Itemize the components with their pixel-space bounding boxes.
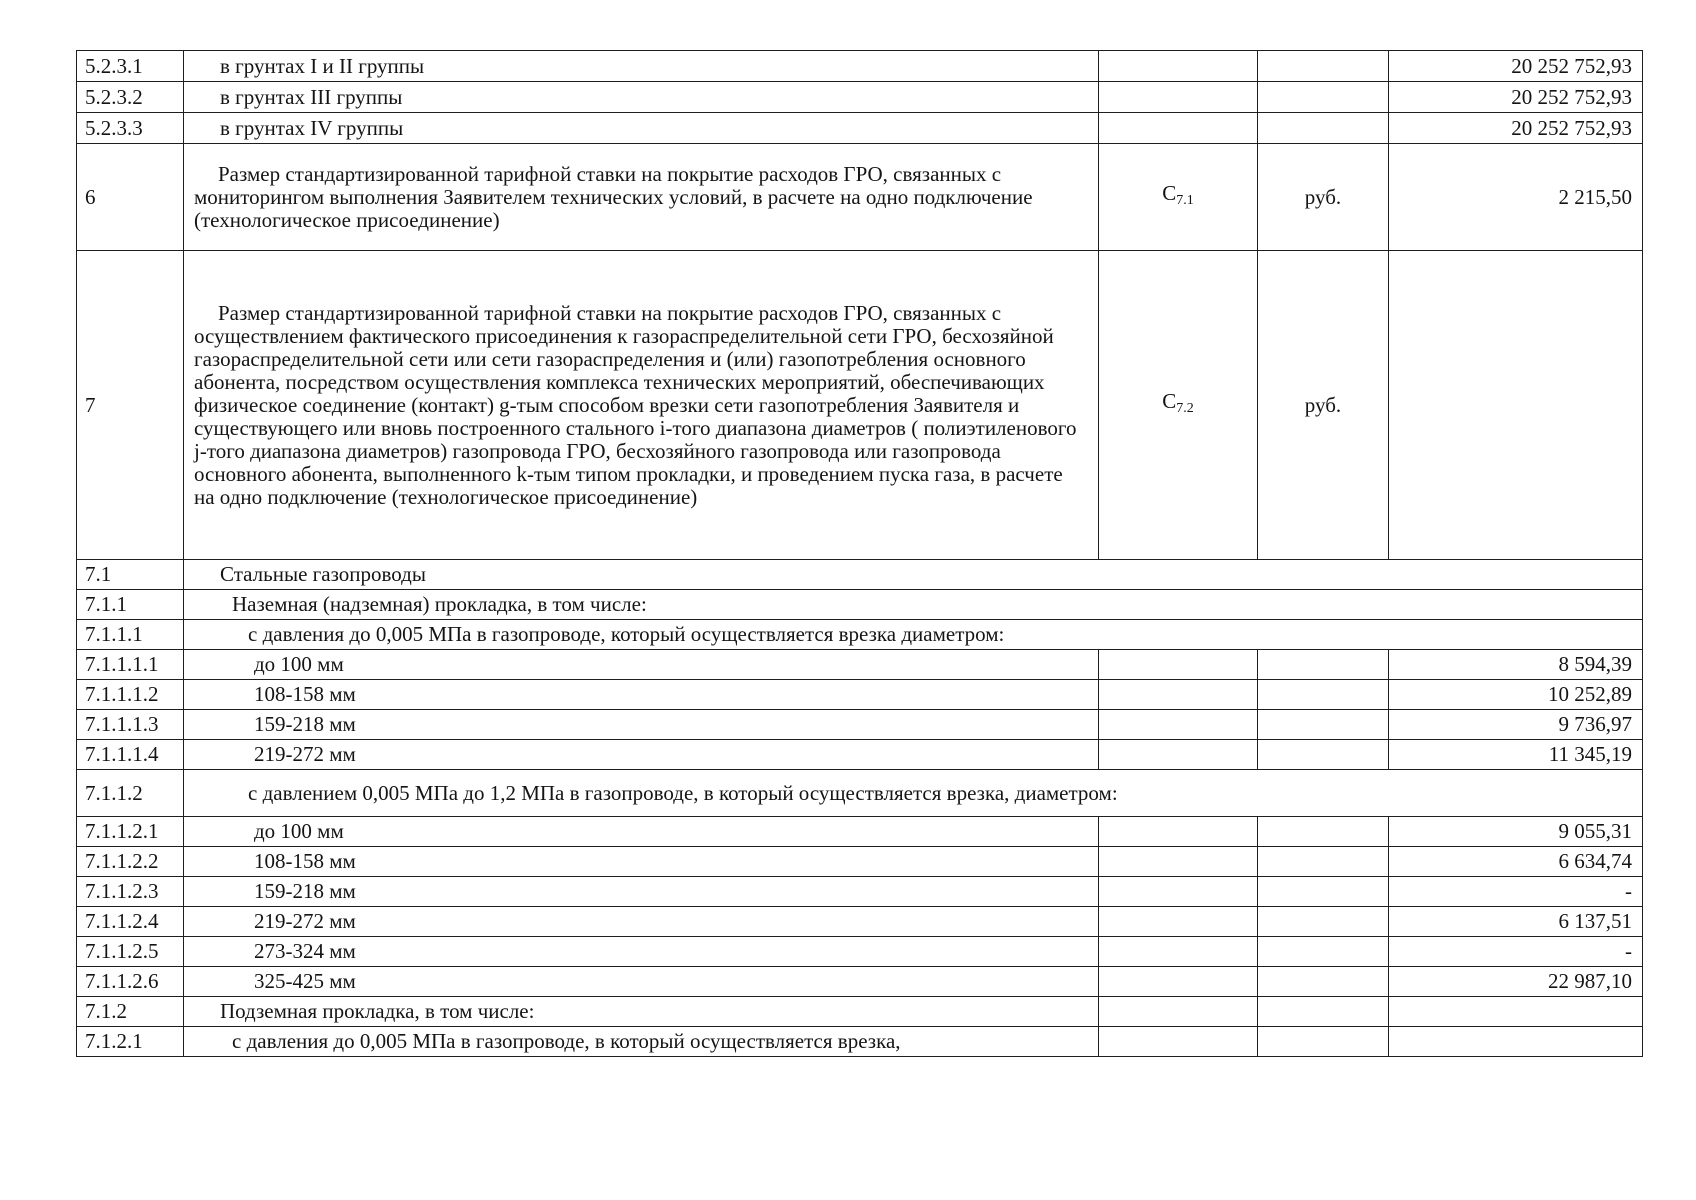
row-number: 7.1.1.1.4 [77, 740, 184, 770]
row-number: 7.1.1.1.2 [77, 680, 184, 710]
row-value: 8 594,39 [1389, 650, 1643, 680]
row-unit-cell [1258, 650, 1389, 680]
row-value: 20 252 752,93 [1389, 82, 1643, 113]
table-row [77, 251, 1643, 560]
row-code-cell [1099, 1027, 1258, 1057]
row-code-cell [1099, 650, 1258, 680]
row-code-cell [1099, 967, 1258, 997]
table-row [77, 847, 1643, 877]
row-code-cell [1099, 817, 1258, 847]
row-unit: руб. [1258, 144, 1389, 251]
row-number: 7.1.2 [77, 997, 184, 1027]
row-label: 108-158 мм [184, 847, 1099, 877]
row-number: 5.2.3.3 [77, 113, 184, 144]
row-label: в грунтах III группы [184, 82, 1099, 113]
row-number: 7.1.1.2.5 [77, 937, 184, 967]
table-row [77, 710, 1643, 740]
row-unit-cell [1258, 1027, 1389, 1057]
row-unit-cell [1258, 710, 1389, 740]
row-value: 2 215,50 [1389, 144, 1643, 251]
row-code-cell [1099, 82, 1258, 113]
row-number: 7.1.1.2.2 [77, 847, 184, 877]
row-value: 22 987,10 [1389, 967, 1643, 997]
row-value: 9 055,31 [1389, 817, 1643, 847]
row-unit-cell [1258, 113, 1389, 144]
row-code-cell [1099, 740, 1258, 770]
row-value: 6 137,51 [1389, 907, 1643, 937]
row-code-cell [1099, 113, 1258, 144]
row-unit-cell [1258, 680, 1389, 710]
table-row [77, 82, 1643, 113]
table-row [77, 51, 1643, 82]
row-label: до 100 мм [184, 650, 1099, 680]
row-value: 20 252 752,93 [1389, 51, 1643, 82]
row-value: 6 634,74 [1389, 847, 1643, 877]
table-row [77, 650, 1643, 680]
row-unit: руб. [1258, 251, 1389, 560]
table-row [77, 560, 1643, 590]
code-subscript: 7.2 [1176, 401, 1194, 416]
row-number: 7.1.1.2.4 [77, 907, 184, 937]
row-unit-cell [1258, 51, 1389, 82]
row-number: 5.2.3.2 [77, 82, 184, 113]
table-row [77, 1027, 1643, 1057]
row-number: 5.2.3.1 [77, 51, 184, 82]
row-unit-cell [1258, 997, 1389, 1027]
row-value: 10 252,89 [1389, 680, 1643, 710]
row-number: 7.1.1 [77, 590, 184, 620]
row-code-cell [1099, 907, 1258, 937]
code-symbol: С [1162, 389, 1177, 413]
row-label: в грунтах IV группы [184, 113, 1099, 144]
code-symbol: С [1162, 181, 1177, 205]
row-unit-cell [1258, 907, 1389, 937]
row-description [184, 251, 1099, 560]
row-number: 7.1.1.2.6 [77, 967, 184, 997]
row-label: Наземная (надземная) прокладка, в том числе: [184, 590, 1643, 620]
row-label: с давления до 0,005 МПа в газопроводе, который осуществляется врезка диаметром: [184, 620, 1643, 650]
row-label: с давления до 0,005 МПа в газопроводе, в который осуществляется врезка, [184, 1027, 1099, 1057]
tariff-table [76, 50, 1643, 1057]
row-label: 108-158 мм [184, 680, 1099, 710]
row-unit-cell [1258, 937, 1389, 967]
row-number: 7.1.1.2 [77, 770, 184, 817]
table-row [77, 144, 1643, 251]
row-code [1099, 144, 1258, 251]
table-row [77, 680, 1643, 710]
table-row [77, 770, 1643, 817]
row-number: 7.1.1.2.3 [77, 877, 184, 907]
row-label: 219-272 мм [184, 907, 1099, 937]
row-label: 325-425 мм [184, 967, 1099, 997]
row-label: 273-324 мм [184, 937, 1099, 967]
row-number: 7.1.2.1 [77, 1027, 184, 1057]
row-unit-cell [1258, 847, 1389, 877]
row-value [1389, 251, 1643, 560]
row-value-cell [1389, 1027, 1643, 1057]
row-label: Подземная прокладка, в том числе: [184, 997, 1099, 1027]
row-number: 7.1.1.1 [77, 620, 184, 650]
row-label: 219-272 мм [184, 740, 1099, 770]
row-label: с давлением 0,005 МПа до 1,2 МПа в газопроводе, в который осуществляется врезка, диаметром: [184, 770, 1643, 817]
row-code-cell [1099, 847, 1258, 877]
table-row [77, 590, 1643, 620]
table-row [77, 740, 1643, 770]
row-code [1099, 251, 1258, 560]
row-number: 7 [77, 251, 184, 560]
table-row [77, 907, 1643, 937]
row-number: 7.1.1.1.1 [77, 650, 184, 680]
row-unit-cell [1258, 877, 1389, 907]
row-value-cell [1389, 997, 1643, 1027]
table-row [77, 997, 1643, 1027]
row-code-cell [1099, 680, 1258, 710]
row-number: 7.1.1.1.3 [77, 710, 184, 740]
row-number: 7.1 [77, 560, 184, 590]
row-description [184, 144, 1099, 251]
table-row [77, 967, 1643, 997]
row-label: Стальные газопроводы [184, 560, 1643, 590]
row-value: 9 736,97 [1389, 710, 1643, 740]
row-unit-cell [1258, 817, 1389, 847]
row-label: 159-218 мм [184, 877, 1099, 907]
table-row [77, 113, 1643, 144]
row-unit-cell [1258, 967, 1389, 997]
table-row [77, 877, 1643, 907]
row-code-cell [1099, 997, 1258, 1027]
row-code-cell [1099, 51, 1258, 82]
table-row [77, 937, 1643, 967]
row-number: 7.1.1.2.1 [77, 817, 184, 847]
code-subscript: 7.1 [1176, 193, 1194, 208]
row-description-text: Размер стандартизированной тарифной ставки на покрытие расходов ГРО, связанных с осуществлением фактического присоединения к газораспределительной сети ГРО, бесхозяйной газораспределительной сети или сети газораспределения и (или) газопотребления основного абонента, посредством осуществления комплекса технических мероприятий, обеспечивающих физическое соединение (контакт) g-тым способом врезки сети газопотребления Заявителя и существующего или вновь построенного стального i-того диапазона диаметров ( полиэтиленового j-того диапазона диаметров) газопровода ГРО, бесхозяйного газопровода или газопровода основного абонента, выполненного k-тым типом прокладки, и проведением пуска газа, в расчете на одно подключение (технологическое присоединение) [194, 300, 1077, 509]
row-code-cell [1099, 937, 1258, 967]
row-value: 20 252 752,93 [1389, 113, 1643, 144]
row-value: - [1389, 937, 1643, 967]
row-code-cell [1099, 877, 1258, 907]
row-label: в грунтах I и II группы [184, 51, 1099, 82]
table-row [77, 620, 1643, 650]
row-unit-cell [1258, 740, 1389, 770]
table-row [77, 817, 1643, 847]
row-label: 159-218 мм [184, 710, 1099, 740]
row-label: до 100 мм [184, 817, 1099, 847]
row-description-text: Размер стандартизированной тарифной ставки на покрытие расходов ГРО, связанных с мониторингом выполнения Заявителем технических условий, в расчете на одно подключение (технологическое присоединение) [194, 161, 1033, 232]
row-unit-cell [1258, 82, 1389, 113]
row-value: - [1389, 877, 1643, 907]
row-value: 11 345,19 [1389, 740, 1643, 770]
row-code-cell [1099, 710, 1258, 740]
row-number: 6 [77, 144, 184, 251]
